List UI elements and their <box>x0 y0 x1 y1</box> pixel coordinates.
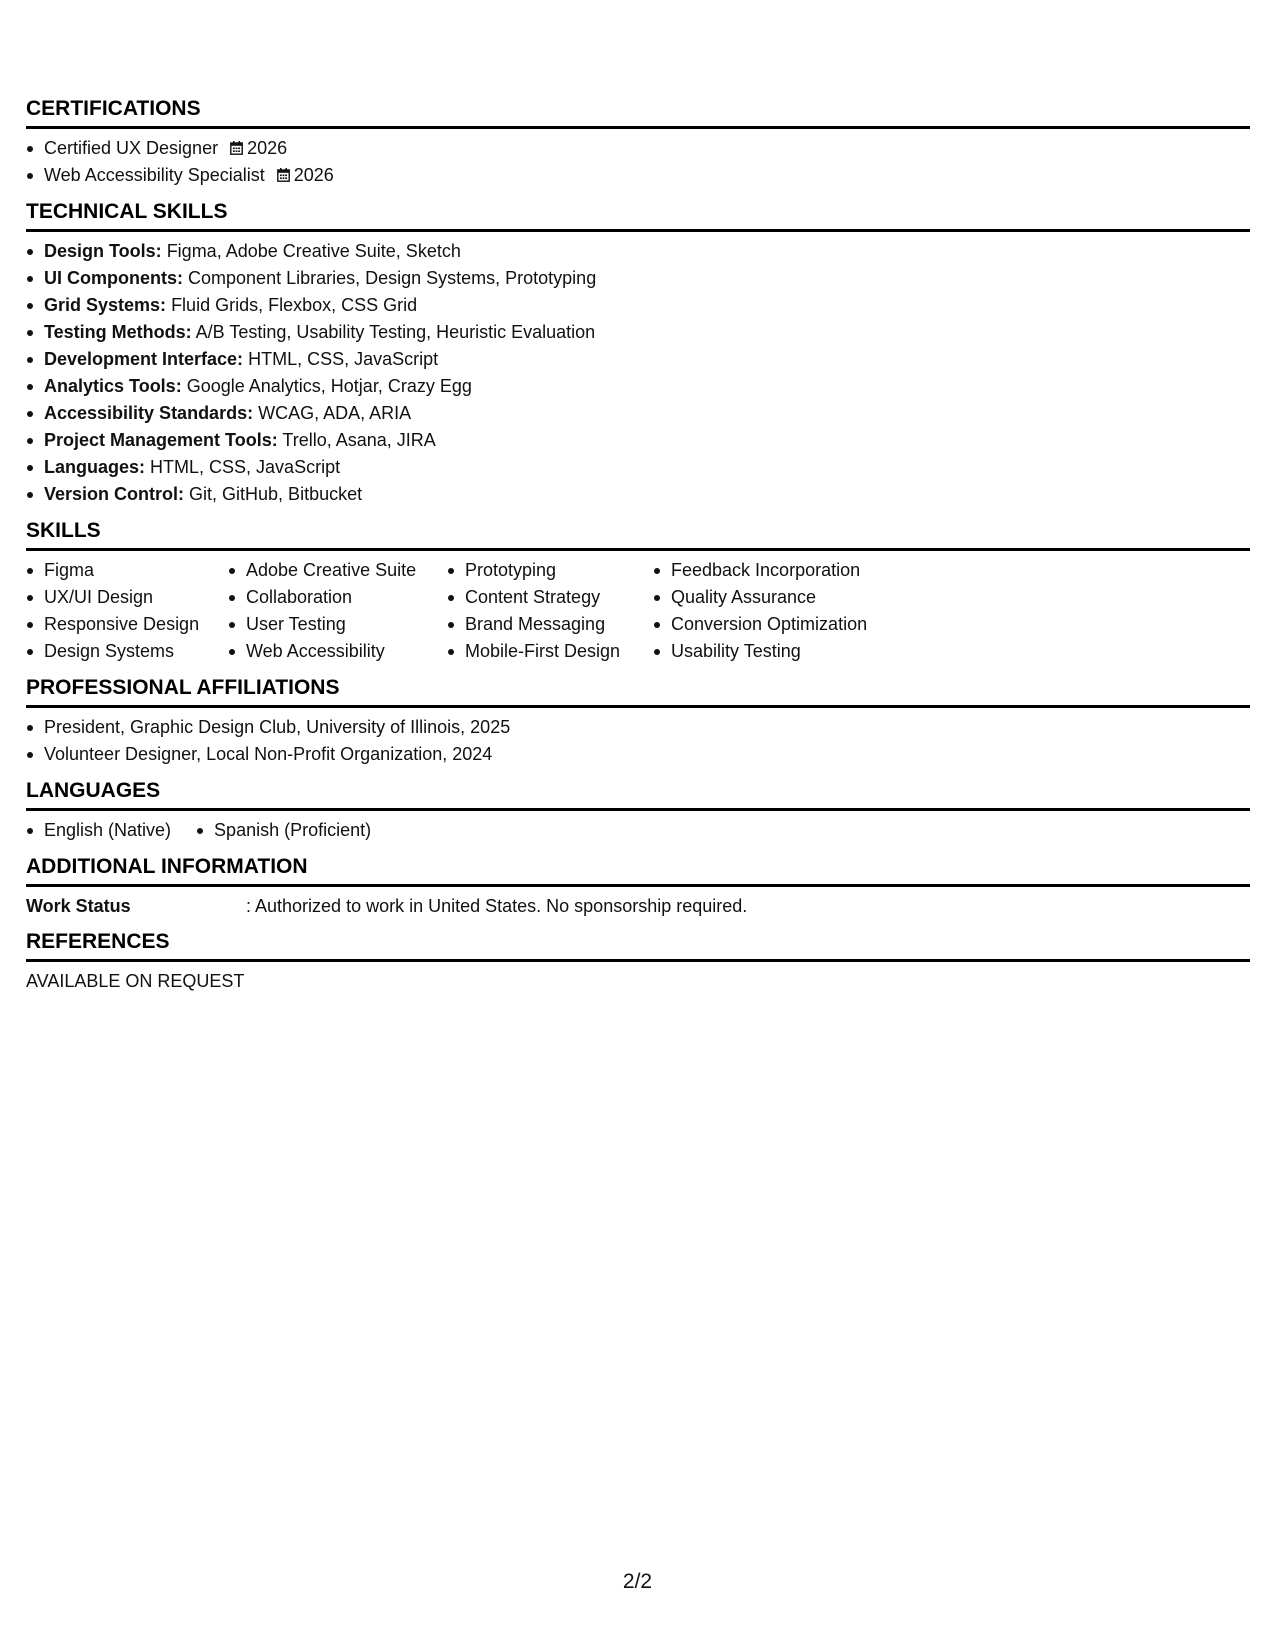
affiliations-list <box>26 714 1250 768</box>
certifications-heading: CERTIFICATIONS <box>26 96 1250 129</box>
list-item: Mobile-First Design <box>447 638 653 665</box>
skill-values: Trello, Asana, JIRA <box>282 430 436 450</box>
skill-category: UI Components: <box>44 268 183 288</box>
page-number: 2/2 <box>622 1570 653 1593</box>
list-item: Brand Messaging <box>447 611 653 638</box>
skill-values: HTML, CSS, JavaScript <box>248 349 439 369</box>
list-item: Feedback Incorporation <box>653 557 913 584</box>
list-item <box>26 400 1250 427</box>
list-item: Design Systems <box>26 638 228 665</box>
skill-values: HTML, CSS, JavaScript <box>150 457 341 477</box>
technical-skills-heading: TECHNICAL SKILLS <box>26 199 1250 232</box>
certification-name: Certified UX Designer <box>44 138 219 158</box>
list-item <box>26 481 1250 508</box>
list-item <box>26 162 1250 189</box>
skill-category: Version Control: <box>44 484 185 504</box>
list-item <box>26 238 1250 265</box>
skills-column <box>228 557 447 665</box>
list-item: Adobe Creative Suite <box>228 557 447 584</box>
work-status-value: : Authorized to work in United States. No sponsorship required. <box>246 896 748 916</box>
list-item: Usability Testing <box>653 638 913 665</box>
skill-category: Languages: <box>44 457 146 477</box>
skill-category: Development Interface: <box>44 349 244 369</box>
additional-info-section <box>26 854 1250 919</box>
list-item: Collaboration <box>228 584 447 611</box>
skills-column <box>26 557 228 665</box>
affiliations-section <box>26 675 1250 768</box>
calendar-icon <box>230 141 243 155</box>
skills-heading: SKILLS <box>26 518 1250 551</box>
list-item <box>26 346 1250 373</box>
list-item: User Testing <box>228 611 447 638</box>
skill-category: Accessibility Standards: <box>44 403 254 423</box>
certification-year: 2026 <box>247 138 288 158</box>
skills-section <box>26 518 1250 665</box>
references-text: AVAILABLE ON REQUEST <box>26 971 245 991</box>
technical-skills-section <box>26 199 1250 508</box>
references-section <box>26 929 1250 994</box>
skills-column <box>653 557 913 665</box>
list-item: Responsive Design <box>26 611 228 638</box>
skill-category: Analytics Tools: <box>44 376 182 396</box>
technical-skills-list <box>26 238 1250 508</box>
skill-category: Project Management Tools: <box>44 430 278 450</box>
list-item: Volunteer Designer, Local Non-Profit Organization, 2024 <box>26 741 1250 768</box>
list-item <box>26 265 1250 292</box>
work-status-row <box>26 893 1250 919</box>
affiliations-heading: PROFESSIONAL AFFILIATIONS <box>26 675 1250 708</box>
certifications-section <box>26 96 1250 189</box>
list-item: Figma <box>26 557 228 584</box>
resume-page-2 <box>26 96 1250 1004</box>
list-item: President, Graphic Design Club, University of Illinois, 2025 <box>26 714 1250 741</box>
skill-values: Fluid Grids, Flexbox, CSS Grid <box>171 295 418 315</box>
skill-category: Design Tools: <box>44 241 162 261</box>
skill-category: Grid Systems: <box>44 295 167 315</box>
languages-heading: LANGUAGES <box>26 778 1250 811</box>
skills-grid <box>26 557 1250 665</box>
list-item: Conversion Optimization <box>653 611 913 638</box>
skill-values: WCAG, ADA, ARIA <box>258 403 412 423</box>
list-item: Spanish (Proficient) <box>196 817 371 844</box>
skill-category: Testing Methods: <box>44 322 192 342</box>
skill-values: Figma, Adobe Creative Suite, Sketch <box>166 241 461 261</box>
list-item: English (Native) <box>26 817 171 844</box>
list-item: Quality Assurance <box>653 584 913 611</box>
list-item: UX/UI Design <box>26 584 228 611</box>
skill-values: Component Libraries, Design Systems, Prototyping <box>188 268 597 288</box>
skill-values: A/B Testing, Usability Testing, Heuristic Evaluation <box>195 322 596 342</box>
list-item <box>26 373 1250 400</box>
list-item: Content Strategy <box>447 584 653 611</box>
languages-list <box>26 817 1250 844</box>
list-item: Web Accessibility <box>228 638 447 665</box>
languages-section <box>26 778 1250 844</box>
skill-values: Git, GitHub, Bitbucket <box>189 484 363 504</box>
references-heading: REFERENCES <box>26 929 1250 962</box>
certification-year: 2026 <box>293 165 334 185</box>
list-item <box>26 319 1250 346</box>
list-item <box>26 427 1250 454</box>
work-status-label: Work Status <box>26 896 131 916</box>
skills-column <box>447 557 653 665</box>
certification-name: Web Accessibility Specialist <box>44 165 265 185</box>
list-item <box>26 454 1250 481</box>
additional-info-heading: ADDITIONAL INFORMATION <box>26 854 1250 887</box>
certifications-list <box>26 135 1250 189</box>
list-item: Prototyping <box>447 557 653 584</box>
list-item <box>26 292 1250 319</box>
skill-values: Google Analytics, Hotjar, Crazy Egg <box>186 376 472 396</box>
list-item <box>26 135 1250 162</box>
calendar-icon <box>277 168 290 182</box>
